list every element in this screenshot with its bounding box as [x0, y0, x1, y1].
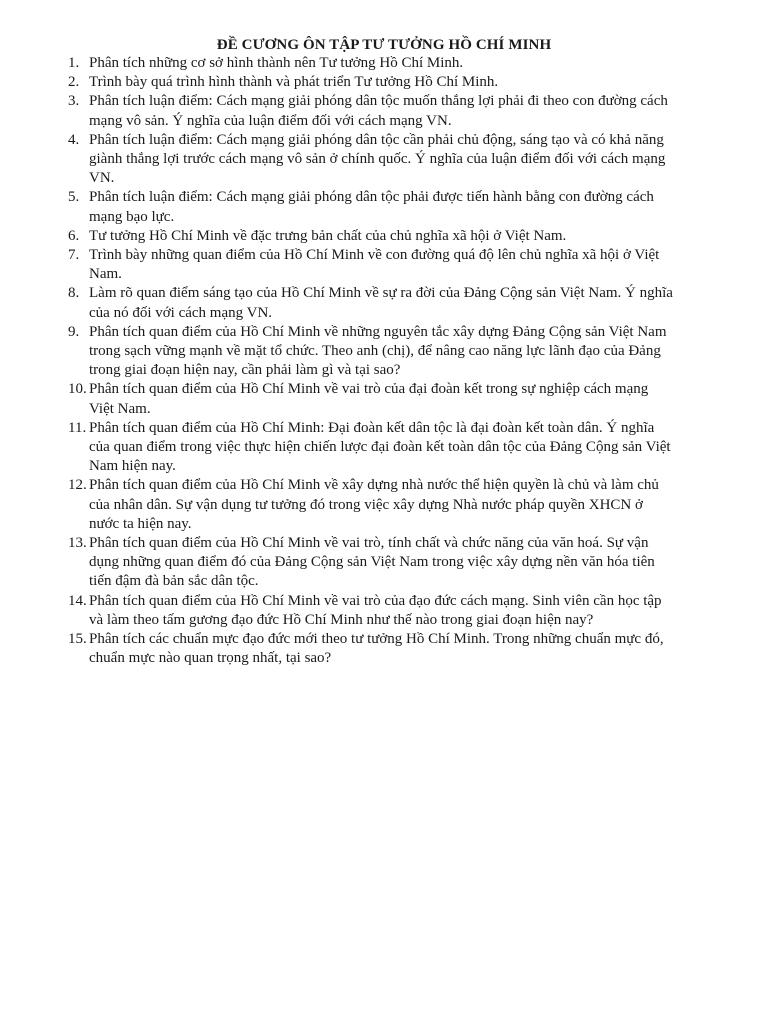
question-text: Làm rõ quan điểm sáng tạo của Hồ Chí Minh về sự ra đời của Đảng Cộng sản Việt Nam. Ý nghĩa của nó đối với cách mạng VN. [89, 285, 673, 321]
question-text: Trình bày những quan điểm của Hồ Chí Minh về con đường quá độ lên chủ nghĩa xã hội ở Việt Nam. [89, 247, 660, 283]
question-item [68, 476, 674, 534]
question-number: 12. [68, 477, 87, 494]
question-number: 13. [68, 535, 87, 552]
question-number: 14. [68, 592, 87, 609]
question-number: 6. [68, 227, 80, 244]
question-number: 9. [68, 323, 80, 340]
question-number: 7. [68, 247, 80, 264]
question-item [68, 92, 674, 130]
question-text: Phân tích luận điểm: Cách mạng giải phóng dân tộc muốn thắng lợi phải đi theo con đường cách mạng vô sản. Ý nghĩa của luận điểm đối với cách mạng VN. [89, 93, 668, 129]
question-text: Phân tích quan điểm của Hồ Chí Minh về xây dựng nhà nước thể hiện quyền là chủ và làm chủ của nhân dân. Sự vận dụng tư tưởng đó trong việc xây dựng Nhà nước pháp quyền XHCN ở nước ta hiện nay. [89, 477, 659, 532]
question-number: 4. [68, 131, 80, 148]
question-item [68, 188, 674, 226]
question-text: Phân tích quan điểm của Hồ Chí Minh về vai trò của đạo đức cách mạng. Sinh viên cần học tập và làm theo tấm gương đạo đức Hồ Chí Minh như thế nào trong giai đoạn hiện nay? [89, 592, 662, 628]
question-item [68, 73, 674, 92]
question-item [68, 284, 674, 322]
question-text: Trình bày quá trình hình thành và phát triển Tư tưởng Hồ Chí Minh. [89, 74, 499, 91]
question-number: 11. [68, 419, 87, 436]
question-item [68, 246, 674, 284]
question-number: 3. [68, 93, 80, 110]
question-list [68, 54, 674, 669]
question-text: Phân tích quan điểm của Hồ Chí Minh: Đại đoàn kết dân tộc là đại đoàn kết toàn dân. Ý nghĩa của quan điểm trong việc thực hiện chiến lược đại đoàn kết toàn dân tộc của Đảng Cộng sản Việt Nam hiện nay. [89, 419, 671, 475]
question-item [68, 227, 674, 246]
question-item [68, 630, 674, 668]
question-number: 10. [68, 381, 87, 398]
question-number: 1. [68, 55, 80, 71]
question-text: Phân tích luận điểm: Cách mạng giải phóng dân tộc phải được tiến hành bằng con đường cách mạng bạo lực. [89, 189, 654, 225]
document-title: ĐỀ CƯƠNG ÔN TẬP TƯ TƯỞNG HỒ CHÍ MINH [216, 37, 552, 53]
question-text: Phân tích các chuẩn mực đạo đức mới theo tư tưởng Hồ Chí Minh. Trong những chuẩn mực đó, chuẩn mực nào quan trọng nhất, tại sao? [89, 631, 664, 667]
question-text: Phân tích quan điểm của Hồ Chí Minh về những nguyên tắc xây dựng Đảng Cộng sản Việt Nam trong sạch vững mạnh về mặt tổ chức. Theo anh (chị), để nâng cao năng lực lãnh đạo của Đảng trong giai đoạn hiện nay, cần phải làm gì và tại sao? [89, 323, 667, 379]
question-item [68, 592, 674, 630]
question-item [68, 534, 674, 592]
question-number: 5. [68, 189, 80, 206]
question-item [68, 419, 674, 477]
question-text: Phân tích luận điểm: Cách mạng giải phóng dân tộc cần phải chủ động, sáng tạo và có khả năng giành thắng lợi trước cách mạng vô sản ở chính quốc. Ý nghĩa của luận điểm đối với cách mạng VN. [89, 131, 666, 187]
question-number: 8. [68, 285, 80, 302]
question-item [68, 323, 674, 381]
question-text: Tư tưởng Hồ Chí Minh về đặc trưng bản chất của chủ nghĩa xã hội ở Việt Nam. [89, 227, 567, 244]
question-text: Phân tích quan điểm của Hồ Chí Minh về vai trò, tính chất và chức năng của văn hoá. Sự vận dụng những quan điểm đó của Đảng Cộng sản Việt Nam trong việc xây dựng nền văn hóa tiên tiến đậm đà bản sắc dân tộc. [89, 535, 655, 590]
question-item [68, 54, 674, 73]
question-item [68, 131, 674, 189]
question-number: 15. [68, 631, 87, 648]
question-text: Phân tích những cơ sở hình thành nên Tư tưởng Hồ Chí Minh. [89, 55, 464, 71]
question-text: Phân tích quan điểm của Hồ Chí Minh về vai trò của đại đoàn kết trong sự nghiệp cách mạng Việt Nam. [89, 381, 649, 417]
question-item [68, 380, 674, 418]
question-number: 2. [68, 74, 80, 91]
